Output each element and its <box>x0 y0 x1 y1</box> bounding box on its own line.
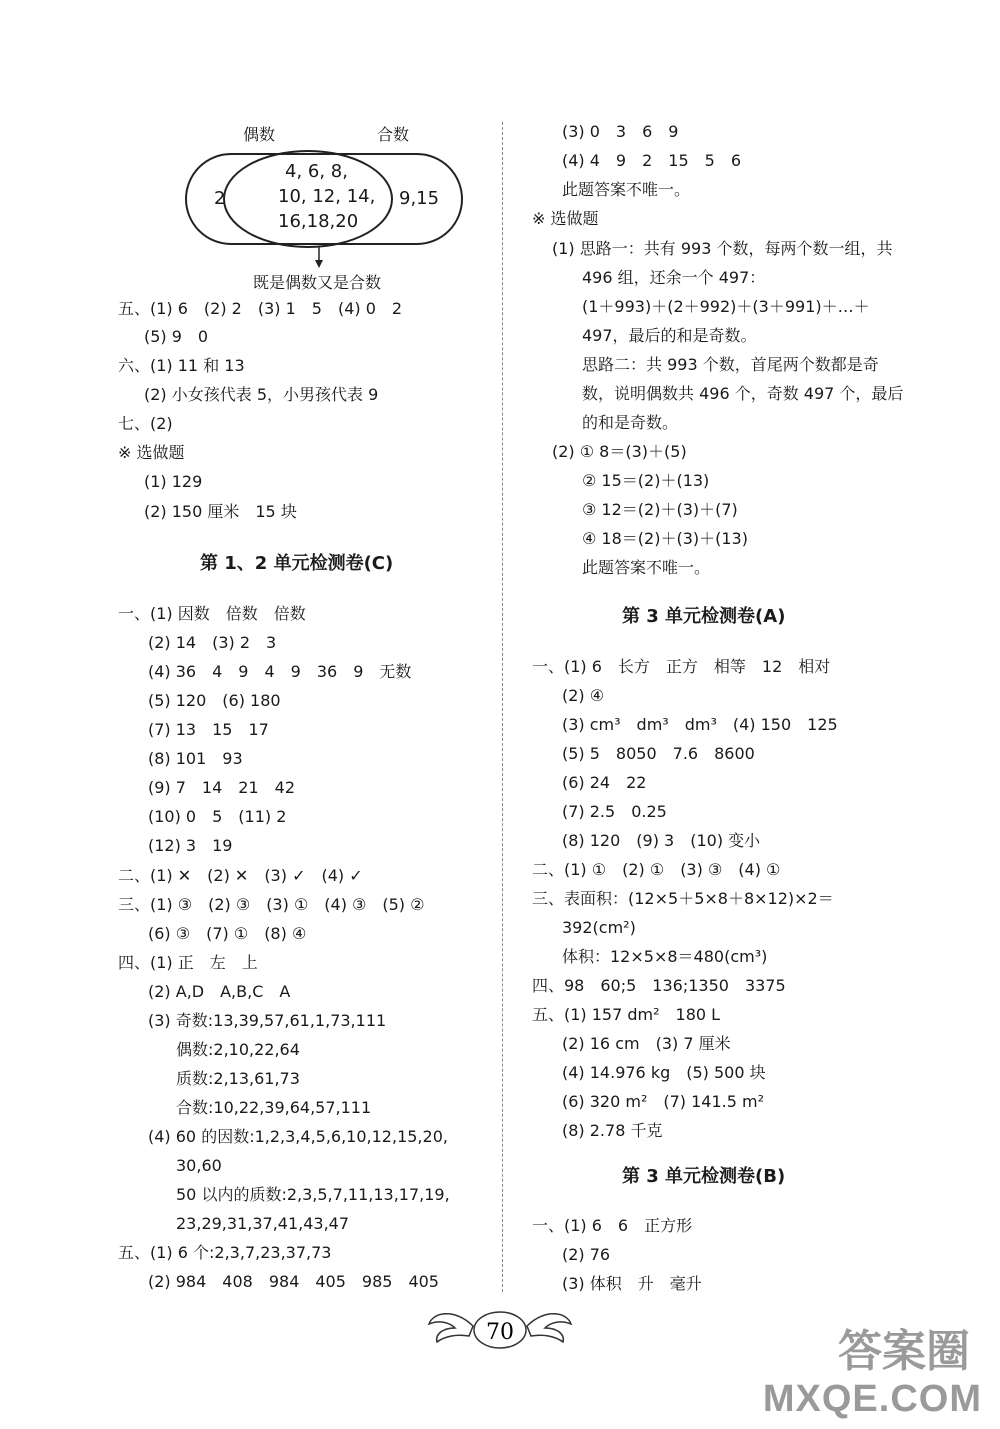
answer-line: (3) cm³ dm³ dm³ (4) 150 125 <box>562 715 838 734</box>
answer-line: (8) 120 (9) 3 (10) 变小 <box>562 831 761 850</box>
answer-line: (2) A,D A,B,C A <box>148 982 291 1001</box>
answer-line: 四、(1) 正 左 上 <box>118 953 258 972</box>
column-divider <box>502 122 503 1292</box>
answer-line: (10) 0 5 (11) 2 <box>148 807 287 826</box>
answer-line: 六、(1) 11 和 13 <box>118 356 245 375</box>
wings-icon <box>425 1298 575 1358</box>
answer-line: (2) 14 (3) 2 3 <box>148 633 277 652</box>
answer-line: (2) 小女孩代表 5，小男孩代表 9 <box>144 385 379 404</box>
answer-line: (7) 2.5 0.25 <box>562 802 667 821</box>
answer-line: 三、(1) ③ (2) ③ (3) ① (4) ③ (5) ② <box>118 895 425 914</box>
answer-line: (3) 体积 升 毫升 <box>562 1274 702 1293</box>
answer-line: 五、(1) 6 (2) 2 (3) 1 5 (4) 0 2 <box>118 299 403 318</box>
answer-line: (2) 984 408 984 405 985 405 <box>148 1272 439 1291</box>
answer-line: 496 组，还余一个 497： <box>582 268 766 287</box>
answer-line: (6) 24 22 <box>562 773 647 792</box>
answer-line: (6) ③ (7) ① (8) ④ <box>148 924 307 943</box>
answer-line: (4) 4 9 2 15 5 6 <box>562 151 742 170</box>
answer-line: 23,29,31,37,41,43,47 <box>176 1214 350 1233</box>
answer-line: 合数:10,22,39,64,57,111 <box>176 1098 372 1117</box>
answer-line: (4) 60 的因数:1,2,3,4,5,6,10,12,15,20, <box>148 1127 448 1146</box>
section-title-3b: 第 3 单元检测卷(B) <box>622 1166 786 1187</box>
answer-line: (2) 76 <box>562 1245 611 1264</box>
answer-line: 此题答案不唯一。 <box>562 180 691 199</box>
answer-line: (6) 320 m² (7) 141.5 m² <box>562 1092 765 1111</box>
venn-label-even: 偶数 <box>243 125 276 144</box>
answer-line: (2) 16 cm (3) 7 厘米 <box>562 1034 731 1053</box>
venn-left-only: 2 <box>214 188 226 209</box>
answer-line: (12) 3 19 <box>148 836 233 855</box>
answer-line: 的和是奇数。 <box>582 413 679 432</box>
answer-line: 五、(1) 157 dm² 180 L <box>532 1005 721 1024</box>
page-number: 70 <box>486 1320 514 1345</box>
venn-center-line2: 10, 12, 14, <box>278 186 376 207</box>
answer-line: 此题答案不唯一。 <box>582 558 711 577</box>
answer-line: 一、(1) 6 长方 正方 相等 12 相对 <box>532 657 831 676</box>
answer-line: 四、98 60;5 136;1350 3375 <box>532 976 786 995</box>
answer-line: (1) 思路一：共有 993 个数，每两个数一组，共 <box>552 239 893 258</box>
answer-line: (3) 奇数:13,39,57,61,1,73,111 <box>148 1011 387 1030</box>
answer-line: ③ 12＝(2)＋(3)＋(7) <box>582 500 738 519</box>
venn-center-line1: 4, 6, 8, <box>285 161 348 182</box>
answer-line: 体积：12×5×8＝480(cm³) <box>562 947 768 966</box>
answer-line: (3) 0 3 6 9 <box>562 122 679 141</box>
answer-line: 497，最后的和是奇数。 <box>582 326 757 345</box>
section-title-3a: 第 3 单元检测卷(A) <box>622 606 786 627</box>
answer-line: (2) ① 8＝(3)＋(5) <box>552 442 687 461</box>
answer-line: 一、(1) 因数 倍数 倍数 <box>118 604 306 623</box>
answer-line: (1＋993)＋(2＋992)＋(3＋991)＋…＋ <box>582 297 870 316</box>
answer-line: 二、(1) ① (2) ① (3) ③ (4) ① <box>532 860 781 879</box>
answer-line: 偶数:2,10,22,64 <box>176 1040 300 1059</box>
answer-line: (2) 150 厘米 15 块 <box>144 502 297 521</box>
venn-right-only: 9,15 <box>399 188 440 209</box>
answer-line: (5) 120 (6) 180 <box>148 691 281 710</box>
answer-line: (1) 129 <box>144 472 203 491</box>
answer-line: 一、(1) 6 6 正方形 <box>532 1216 693 1235</box>
answer-line: 392(cm²) <box>562 918 636 937</box>
answer-line: 数，说明偶数共 496 个，奇数 497 个，最后 <box>582 384 904 403</box>
venn-center-line3: 16,18,20 <box>278 211 359 232</box>
venn-label-composite: 合数 <box>377 125 410 144</box>
answer-line: ② 15＝(2)＋(13) <box>582 471 710 490</box>
answer-line: 二、(1) ✕ (2) ✕ (3) ✓ (4) ✓ <box>118 866 363 885</box>
answer-line: (7) 13 15 17 <box>148 720 269 739</box>
answer-line: ※ 选做题 <box>118 443 185 462</box>
watermark: MXQE.COM <box>762 1378 982 1420</box>
answer-line: 五、(1) 6 个:2,3,7,23,37,73 <box>118 1243 332 1262</box>
answer-line: 质数:2,13,61,73 <box>176 1069 300 1088</box>
answer-line: 七、(2) <box>118 414 173 433</box>
answer-line: (2) ④ <box>562 686 605 705</box>
answer-line: 三、表面积：(12×5＋5×8＋8×12)×2＝ <box>532 889 834 908</box>
answer-line: 30,60 <box>176 1156 222 1175</box>
answer-line: (9) 7 14 21 42 <box>148 778 296 797</box>
answer-line: (4) 14.976 kg (5) 500 块 <box>562 1063 766 1082</box>
watermark-logo: 答案圈 <box>838 1326 970 1377</box>
answer-line: (8) 2.78 千克 <box>562 1121 663 1140</box>
answer-line: ※ 选做题 <box>532 209 599 228</box>
answer-line: 思路二：共 993 个数，首尾两个数都是奇 <box>582 355 879 374</box>
answer-line: ④ 18＝(2)＋(3)＋(13) <box>582 529 748 548</box>
answer-line: 50 以内的质数:2,3,5,7,11,13,17,19, <box>176 1185 450 1204</box>
section-title-c: 第 1、2 单元检测卷(C) <box>200 553 394 574</box>
answer-line: (5) 9 0 <box>144 327 209 346</box>
answer-line: (5) 5 8050 7.6 8600 <box>562 744 755 763</box>
answer-line: (8) 101 93 <box>148 749 243 768</box>
venn-caption: 既是偶数又是合数 <box>253 273 382 292</box>
answer-line: (4) 36 4 9 4 9 36 9 无数 <box>148 662 412 681</box>
